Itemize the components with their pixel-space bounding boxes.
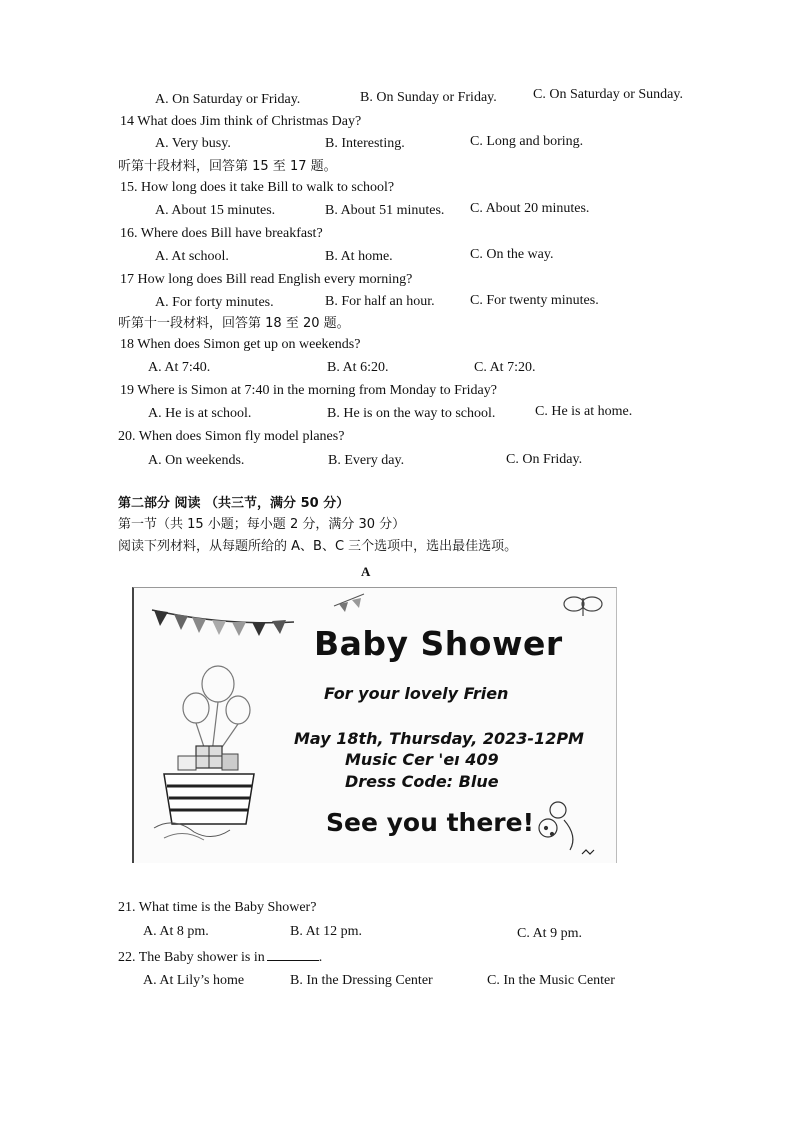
balloons-icon <box>183 666 250 753</box>
q17-option-a: A. For forty minutes. <box>155 295 274 310</box>
q22-answer-blank <box>267 948 319 961</box>
invitation-greeting: For your lovely Frien <box>324 684 509 703</box>
butterfly-icon <box>564 597 602 616</box>
passage-label: A <box>361 564 371 579</box>
q18-option-a: A. At 7:40. <box>148 360 211 375</box>
part-2-section-1: 第一节（共 15 小题；每小题 2 分，满分 30 分） <box>118 517 406 532</box>
q13-option-c: C. On Saturday or Sunday. <box>533 87 683 102</box>
q15-question: 15. How long does it take Bill to walk to school? <box>120 180 395 195</box>
q22-option-c: C. In the Music Center <box>487 973 615 988</box>
q18-option-c: C. At 7:20. <box>474 360 536 375</box>
q13-option-b: B. On Sunday or Friday. <box>360 90 497 105</box>
q20-option-b: B. Every day. <box>328 453 405 468</box>
section-11-heading: 听第十一段材料，回答第 18 至 20 题。 <box>118 316 350 331</box>
q14-option-c: C. Long and boring. <box>470 134 584 149</box>
section-10-heading: 听第十段材料，回答第 15 至 17 题。 <box>118 159 337 174</box>
q19-question: 19 Where is Simon at 7:40 in the morning from Monday to Friday? <box>120 383 497 398</box>
q16-option-a: A. At school. <box>155 249 229 264</box>
part-2-instructions: 阅读下列材料，从每题所给的 A、B、C 三个选项中，选出最佳选项。 <box>118 539 518 554</box>
q21-question: 21. What time is the Baby Shower? <box>118 900 317 915</box>
q16-option-b: B. At home. <box>325 249 393 264</box>
q19-option-a: A. He is at school. <box>148 406 252 421</box>
q19-option-c: C. He is at home. <box>535 404 633 419</box>
teddy-bear-icon <box>539 802 594 854</box>
q17-option-c: C. For twenty minutes. <box>470 293 599 308</box>
q15-option-c: C. About 20 minutes. <box>470 201 590 216</box>
invitation-closing: See you there! <box>326 808 534 837</box>
q21-option-b: B. At 12 pm. <box>290 924 362 939</box>
q14-option-a: A. Very busy. <box>155 136 231 151</box>
q22-option-a: A. At Lily’s home <box>143 973 245 988</box>
q22-question <box>118 948 322 966</box>
baby-shower-invitation <box>132 587 617 863</box>
q19-option-b: B. He is on the way to school. <box>327 406 496 421</box>
q20-option-a: A. On weekends. <box>148 453 245 468</box>
part-2-heading: 第二部分 阅读 （共三节，满分 50 分） <box>118 496 350 511</box>
invitation-date-time: May 18th, Thursday, 2023-12PM <box>294 729 584 748</box>
q16-question: 16. Where does Bill have breakfast? <box>120 226 323 241</box>
q13-option-a: A. On Saturday or Friday. <box>155 92 301 107</box>
gift-basket-icon <box>154 746 254 840</box>
q16-option-c: C. On the way. <box>470 247 554 262</box>
q14-option-b: B. Interesting. <box>325 136 405 151</box>
q22-option-b: B. In the Dressing Center <box>290 973 433 988</box>
invitation-dress-code: Dress Code: Blue <box>345 772 499 791</box>
q21-option-a: A. At 8 pm. <box>143 924 209 939</box>
q20-question: 20. When does Simon fly model planes? <box>118 429 345 444</box>
invitation-location: Music Cer 'eı 409 <box>345 750 499 769</box>
q21-option-c: C. At 9 pm. <box>517 926 582 941</box>
q15-option-b: B. About 51 minutes. <box>325 203 445 218</box>
q17-option-b: B. For half an hour. <box>325 294 435 309</box>
q22-question-text: 22. The Baby shower is in <box>118 950 265 965</box>
q18-question: 18 When does Simon get up on weekends? <box>120 337 361 352</box>
invitation-title: Baby Shower <box>314 624 563 663</box>
q14-question: 14 What does Jim think of Christmas Day? <box>120 114 362 129</box>
q22-question-end: . <box>318 950 323 965</box>
q20-option-c: C. On Friday. <box>506 452 583 467</box>
q17-question: 17 How long does Bill read English every morning? <box>120 272 413 287</box>
q15-option-a: A. About 15 minutes. <box>155 203 276 218</box>
q18-option-b: B. At 6:20. <box>327 360 389 375</box>
